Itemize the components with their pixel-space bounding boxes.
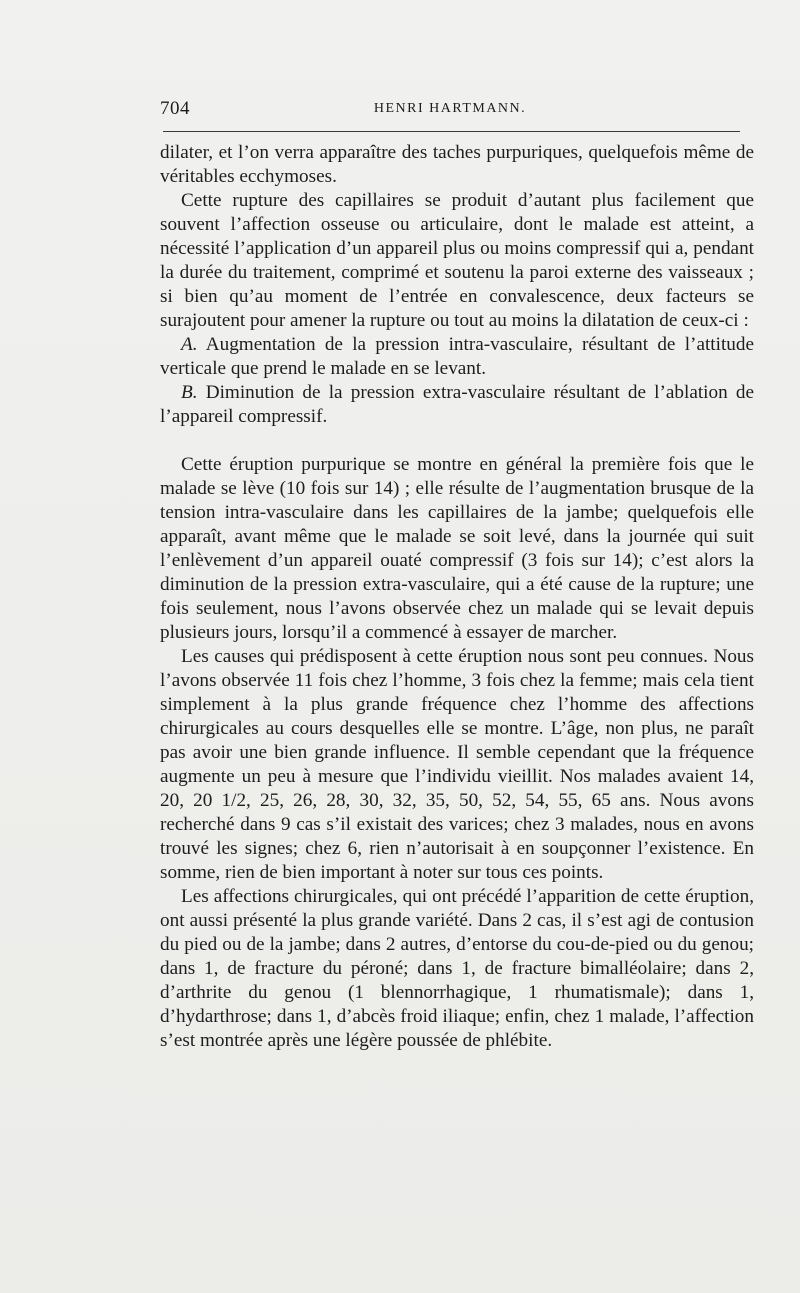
paragraph-affections: Les affections chirurgicales, qui ont précédé l’apparition de cette éruption, ont aussi présenté la plus grande variété. Dans 2 cas, il s’est agi de contusion du pied ou de la jambe; dans 2 autres, d’entorse du cou-de-pied ou du genou; dans 1, de fracture du péroné; dans 1, de fracture bimalléolaire; dans 2, d’arthrite du genou (1 blennorrhagique, 1 rhumatismale); dans 1, d’hydarthrose; dans 1, d’abcès froid iliaque; enfin, chez 1 malade, l’affection s’est montrée après une légère poussée de phlébite. — [160, 886, 754, 1051]
list-item-b — [160, 381, 754, 429]
list-item-b-label: B. — [181, 382, 198, 403]
list-item-a — [160, 333, 754, 381]
list-item-b-text: Diminution de la pression extra-vasculaire résultant de l’ablation de l’appareil compressif. — [160, 382, 755, 427]
running-header — [160, 98, 740, 124]
paragraph-capillary-rupture: Cette rupture des capillaires se produit d’autant plus facilement que souvent l’affection osseuse ou articulaire, dont le malade est atteint, a nécessité l’application d’un appareil plus ou moins compressif qui a, pendant la durée du traitement, comprimé et soutenu la paroi externe des vaisseaux ; si bien qu’au moment de l’entrée en convalescence, deux facteurs se surajoutent pour amener la rupture ou tout au moins la dilatation de ceux-ci : — [160, 190, 754, 331]
header-rule — [163, 131, 740, 132]
paragraph-causes: Les causes qui prédisposent à cette éruption nous sont peu connues. Nous l’avons observée 11 fois chez l’homme, 3 fois chez la femme; mais cela tient simplement à la plus grande fréquence chez l’homme des affections chirurgicales au cours desquelles elle se montre. L’âge, non plus, ne paraît pas avoir une bien grande influence. Il semble cependant que la fréquence augmente un peu à mesure que l’individu vieillit. Nos malades avaient 14, 20, 20 1/2, 25, 26, 28, 30, 32, 35, 50, 52, 54, 55, 65 ans. Nous avons recherché dans 9 cas s’il existait des varices; chez 3 malades, nous en avons trouvé les signes; chez 6, rien n’autorisait à en soupçonner l’existence. En somme, rien de bien important à noter sur tous ces points. — [160, 646, 754, 883]
paragraph-continuation: dilater, et l’on verra apparaître des taches purpuriques, quelquefois même de véritables ecchymoses. — [160, 142, 754, 187]
list-item-a-label: A. — [181, 334, 198, 355]
list-item-a-text: Augmentation de la pression intra-vasculaire, résultant de l’attitude verticale que prend le malade en se levant. — [160, 334, 754, 379]
page-number: 704 — [160, 98, 190, 119]
paragraph-eruption: Cette éruption purpurique se montre en général la première fois que le malade se lève (10 fois sur 14) ; elle résulte de l’augmentation brusque de la tension intra-vasculaire dans les capillaires de la jambe; quelquefois elle apparaît, avant même que le malade se soit levé, dans la journée qui suit l’enlèvement d’un appareil ouaté compressif (3 fois sur 14); c’est alors la diminution de la pression extra-vasculaire, qui a été cause de la rupture; une fois seulement, nous l’avons observée chez un malade qui se levait depuis plusieurs jours, lorsqu’il a commencé à essayer de marcher. — [160, 454, 754, 643]
running-header-author: HENRI HARTMANN. — [373, 101, 527, 116]
body-text — [160, 141, 754, 1053]
